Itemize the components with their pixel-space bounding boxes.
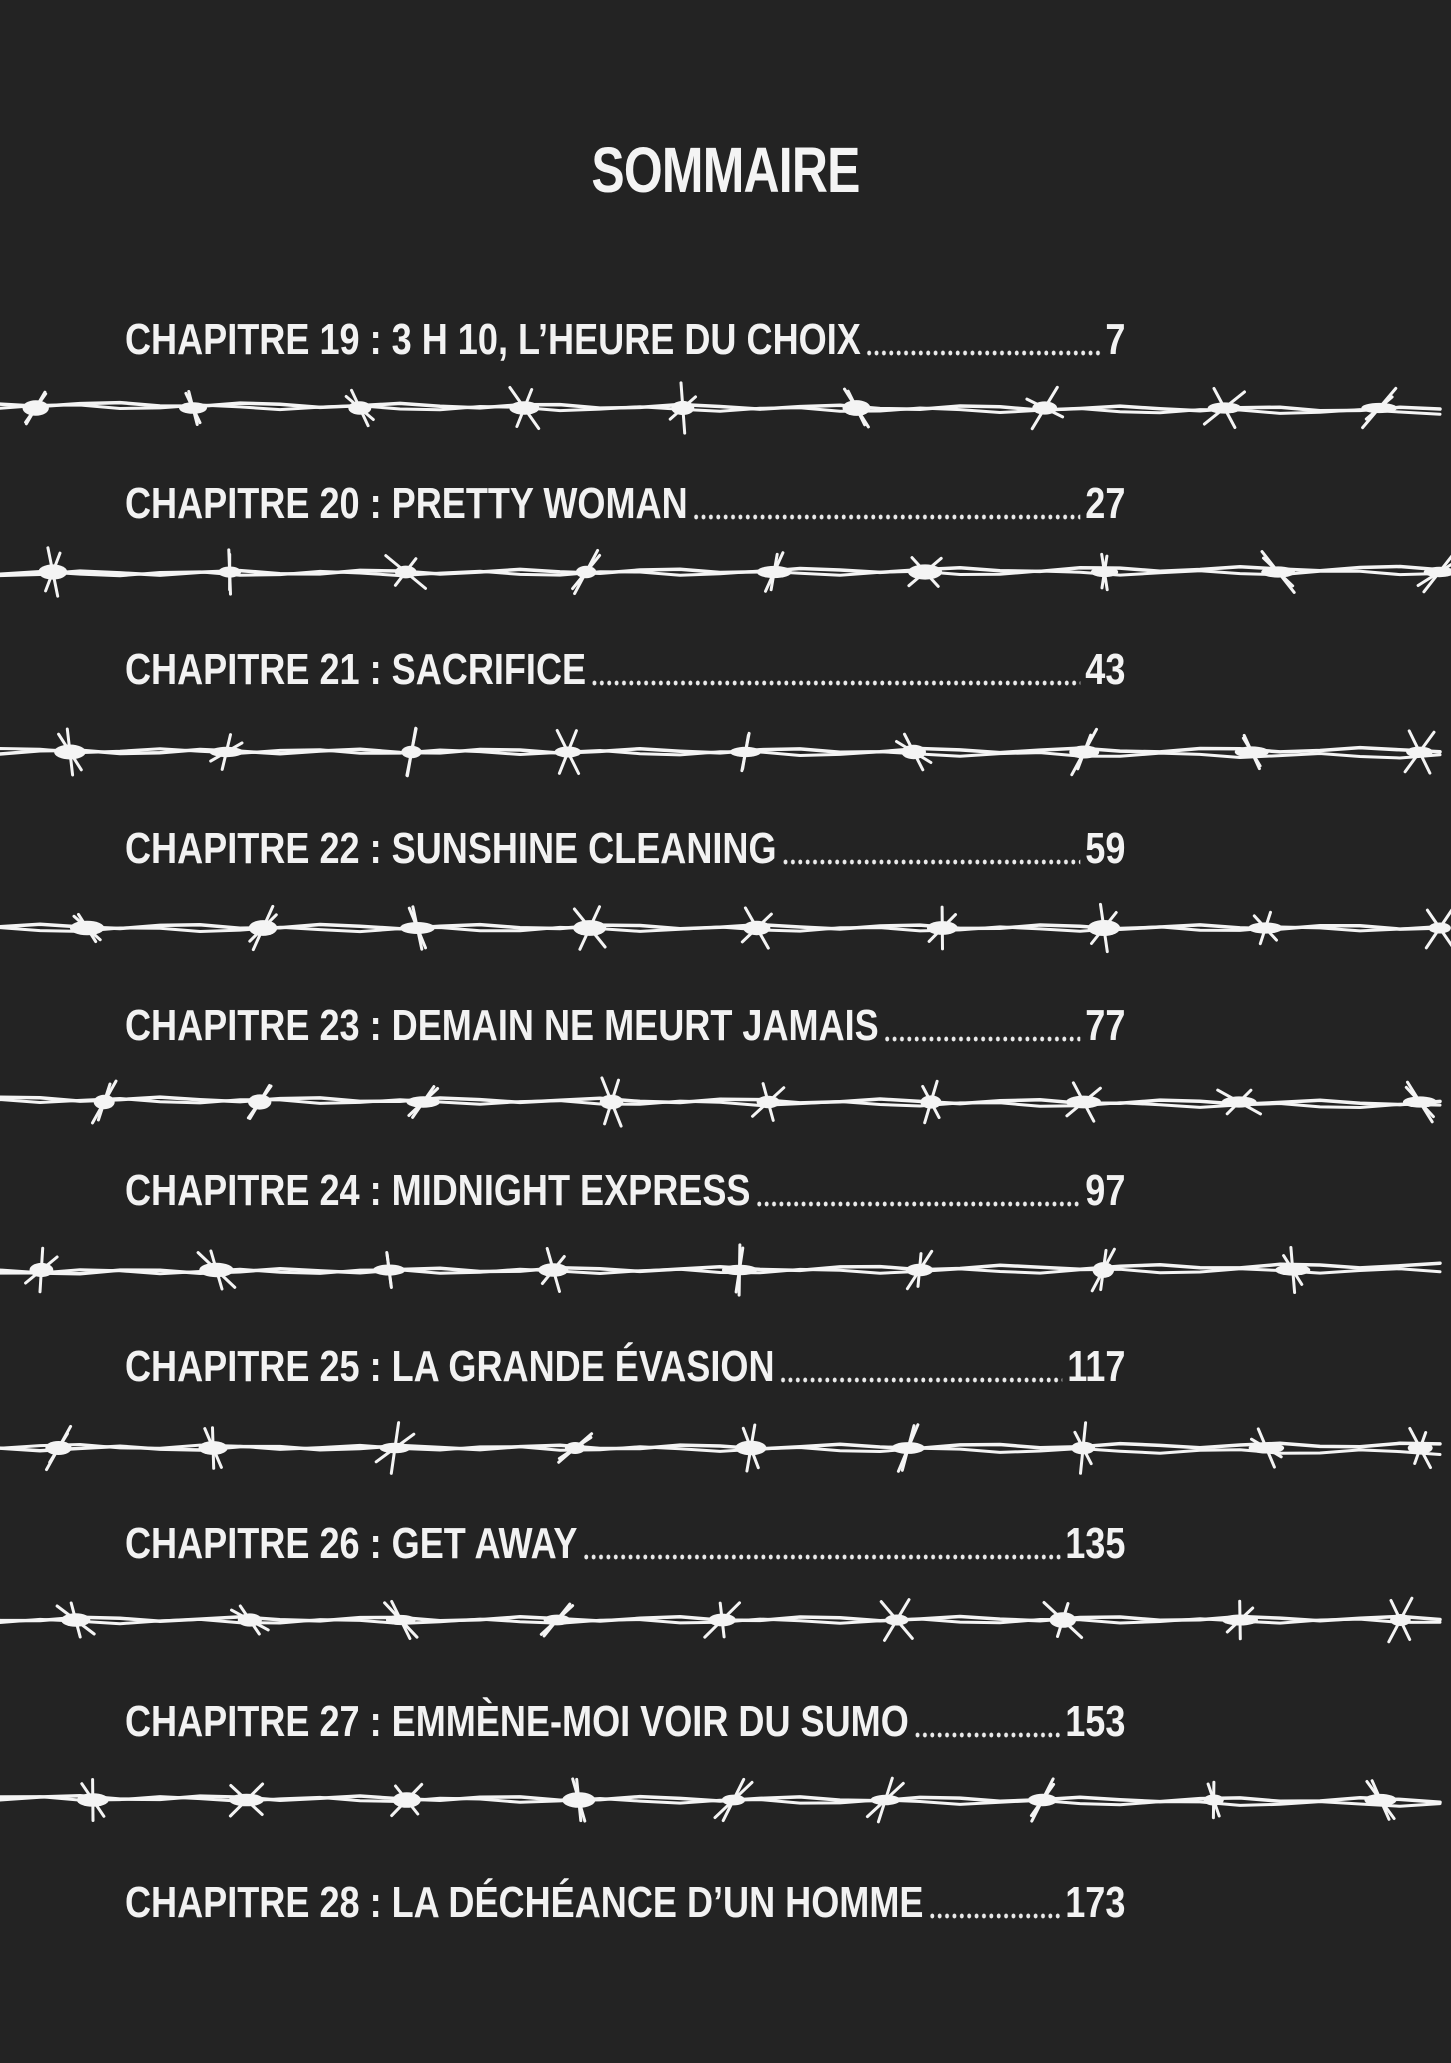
barb [1088, 904, 1121, 951]
barb [1235, 735, 1269, 768]
barbed-wire-divider [0, 1072, 1451, 1132]
page-number: 77 [1085, 1001, 1126, 1050]
page-number: 27 [1085, 479, 1126, 528]
barb [1275, 1248, 1310, 1293]
barb [26, 1248, 57, 1292]
barb [867, 1778, 903, 1822]
barb [735, 1425, 766, 1471]
barb [93, 1081, 117, 1123]
barbed-wire-divider [0, 1770, 1451, 1830]
barb [77, 1780, 109, 1821]
barb [1361, 388, 1397, 427]
barb [406, 1087, 440, 1118]
barb [1028, 1779, 1057, 1821]
barb [1218, 1090, 1261, 1114]
barb [210, 735, 244, 770]
barb [45, 1426, 71, 1469]
barb [1092, 1249, 1114, 1291]
dot-leader [866, 349, 1101, 357]
page-number: 173 [1065, 1878, 1126, 1927]
page-number: 153 [1065, 1697, 1126, 1746]
barb [385, 1602, 417, 1639]
barb [757, 553, 792, 592]
barb [927, 907, 958, 949]
page-number: 59 [1085, 824, 1126, 873]
toc-entry[interactable] [125, 1157, 1345, 1213]
barb [843, 389, 871, 427]
page-title: SOMMAIRE [591, 134, 860, 206]
barb [1249, 1429, 1285, 1467]
barb [722, 1245, 757, 1295]
barbed-wire-divider [0, 898, 1451, 958]
barb [1248, 912, 1283, 943]
toc-entry[interactable] [125, 815, 1345, 871]
barb [897, 734, 931, 770]
barb [705, 1603, 740, 1637]
barb [248, 1086, 271, 1119]
chapter-title: CHAPITRE 27 : EMMÈNE-MOI VOIR DU SUMO [125, 1697, 909, 1746]
barb [908, 558, 942, 587]
barbed-wire-divider [0, 722, 1451, 782]
barb [38, 548, 67, 596]
barb [670, 383, 695, 433]
barb [54, 729, 86, 775]
barb [1204, 389, 1244, 428]
barb [1069, 729, 1099, 774]
barb [753, 1084, 784, 1121]
barb [376, 1423, 414, 1474]
dot-leader [582, 1553, 1060, 1561]
barb [1261, 552, 1295, 593]
chapter-title: CHAPITRE 19 : 3 H 10, L’HEURE DU CHOIX [125, 315, 861, 364]
barb [1403, 1082, 1437, 1122]
chapter-title: CHAPITRE 24 : MIDNIGHT EXPRESS [125, 1166, 751, 1215]
barb [1426, 908, 1451, 948]
dot-leader [884, 1035, 1081, 1043]
barb [1418, 552, 1451, 592]
barb [573, 550, 600, 593]
barb [742, 908, 771, 948]
page-number: 43 [1085, 645, 1126, 694]
barb [57, 1603, 94, 1637]
toc-entry[interactable] [125, 1688, 1345, 1744]
barb [1044, 1603, 1082, 1638]
barb [179, 392, 207, 425]
chapter-title: CHAPITRE 22 : SUNSHINE CLEANING [125, 824, 777, 873]
barb [906, 1251, 933, 1288]
toc-entry[interactable] [125, 306, 1345, 362]
barbed-wire-divider [0, 1240, 1451, 1300]
chapter-title: CHAPITRE 23 : DEMAIN NE MEURT JAMAIS [125, 1001, 879, 1050]
barb [229, 1784, 264, 1816]
page-number: 7 [1105, 315, 1126, 364]
page-number: 117 [1067, 1342, 1126, 1391]
barb [70, 914, 104, 941]
toc-entry[interactable] [125, 992, 1345, 1048]
barb [920, 1081, 941, 1122]
toc-entry[interactable] [125, 470, 1345, 526]
chapter-title: CHAPITRE 25 : LA GRANDE ÉVASION [125, 1342, 775, 1391]
barb [509, 388, 539, 429]
chapter-title: CHAPITRE 28 : LA DÉCHÉANCE D’UN HOMME [125, 1878, 924, 1927]
chapter-title: CHAPITRE 21 : SACRIFICE [125, 645, 587, 694]
dot-leader [928, 1912, 1060, 1920]
barb [1066, 1083, 1101, 1121]
dot-leader [591, 679, 1080, 687]
page-number: 97 [1085, 1166, 1126, 1215]
barb [401, 728, 421, 776]
dot-leader [779, 1376, 1062, 1384]
barbed-wire-divider [0, 1418, 1451, 1478]
dot-leader [755, 1200, 1080, 1208]
barbed-wire-divider [0, 1590, 1451, 1650]
barb [1405, 731, 1434, 773]
barb [1204, 1782, 1224, 1817]
barb [249, 906, 278, 949]
barb [555, 731, 582, 774]
barb [541, 1604, 572, 1636]
barb [1364, 1781, 1396, 1820]
dot-leader [781, 858, 1080, 866]
barb [1408, 1428, 1433, 1467]
barb [400, 907, 435, 949]
chapter-title: CHAPITRE 26 : GET AWAY [125, 1519, 578, 1568]
dot-leader [914, 1731, 1061, 1739]
barb [218, 550, 241, 594]
dot-leader [693, 513, 1081, 521]
barb [199, 1428, 228, 1469]
page-number: 135 [1065, 1519, 1126, 1568]
barb [373, 1253, 405, 1288]
barbed-wire-divider [0, 542, 1451, 602]
barb [881, 1600, 912, 1641]
barb [891, 1425, 924, 1472]
barb [346, 390, 373, 425]
toc-entry[interactable] [125, 1869, 1345, 1925]
barb [562, 1779, 595, 1821]
barb [392, 1784, 422, 1815]
barb [1222, 1601, 1258, 1639]
chapter-title: CHAPITRE 20 : PRETTY WOMAN [125, 479, 688, 528]
barb [1389, 1598, 1412, 1642]
barb [1091, 554, 1118, 589]
barb [538, 1249, 568, 1292]
barb [198, 1251, 235, 1289]
toc-entry[interactable] [125, 636, 1345, 692]
barbed-wire-divider [0, 378, 1451, 438]
barb [573, 907, 606, 950]
barb [600, 1078, 624, 1126]
toc-entry[interactable] [125, 1333, 1345, 1389]
barb [730, 733, 761, 770]
barb [23, 392, 49, 424]
barb [1071, 1423, 1095, 1474]
toc-entry[interactable] [125, 1510, 1345, 1566]
